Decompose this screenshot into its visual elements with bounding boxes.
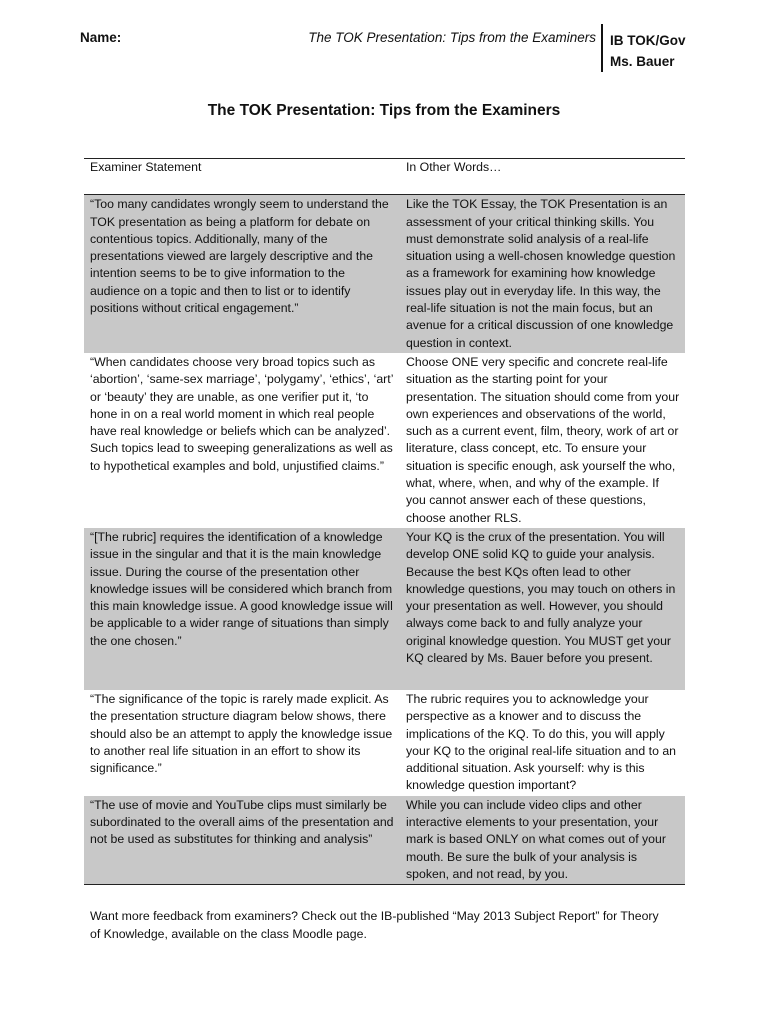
course-block bbox=[610, 30, 686, 72]
tips-table bbox=[84, 158, 685, 885]
column-header-examiner: Examiner Statement bbox=[84, 159, 400, 195]
table-row bbox=[84, 528, 685, 690]
teacher-label: Ms. Bauer bbox=[610, 54, 675, 69]
table-row bbox=[84, 690, 685, 796]
table-row bbox=[84, 353, 685, 528]
page-header bbox=[80, 24, 700, 74]
footer-note: Want more feedback from examiners? Check out the IB-published “May 2013 Subject Report” for Theory of Knowledge, available on the class Moodle page. bbox=[90, 909, 659, 941]
header-divider bbox=[601, 24, 603, 72]
table-row bbox=[84, 195, 685, 353]
header-document-title: The TOK Presentation: Tips from the Examiners bbox=[308, 30, 596, 45]
other-words-text: Like the TOK Essay, the TOK Presentation is an assessment of your critical thinking skills. You must demonstrate solid analysis of a real-life situation using a well-chosen knowledge question as a framework for examining how knowledge issues play out in everyday life. In this way, the real-life situation is not the main focus, but an avenue for a critical discussion of one knowledge question in context. bbox=[400, 195, 685, 353]
other-words-text: While you can include video clips and other interactive elements to your presentation, your mark is based ONLY on what comes out of your mouth. Be sure the bulk of your analysis is spoken, and not read, by you. bbox=[400, 796, 685, 885]
examiner-statement: “The significance of the topic is rarely made explicit. As the presentation structure diagram below shows, there should also be an attempt to apply the knowledge issue to another real life situation in an effort to show its significance.” bbox=[90, 691, 393, 776]
other-words-text: Your KQ is the crux of the presentation. You will develop ONE solid KQ to guide your analysis. Because the best KQs often lead to other knowledge questions, you may touch on others in your presentation as well. However, you should always come back to and fully analyze your original knowledge question. You MUST get your KQ cleared by Ms. Bauer before you present. bbox=[400, 528, 685, 690]
examiner-statement: “Too many candidates wrongly seem to understand the TOK presentation as being a platform for debate on contentious topics. Additionally, many of the presentations viewed are largely descriptive and the intention seems to be to give information to the audience on a topic and then to list or to identify positions without critical engagement.” bbox=[84, 195, 400, 353]
other-words-text: The rubric requires you to acknowledge your perspective as a knower and to discuss the implications of the KQ. To do this, you will apply your KQ to the original real-life situation and to an additional situation. Ask yourself: why is this knowledge question important? bbox=[406, 691, 677, 793]
examiner-statement: “The use of movie and YouTube clips must similarly be subordinated to the overall aims of the presentation and not be used as substitutes for thinking and analysis” bbox=[84, 796, 400, 885]
other-words-text: Choose ONE very specific and concrete real-life situation as the starting point for your presentation. The situation should come from your own experiences and observations of the world, such as a current event, film, theory, work of art or literature, class concept, etc. To ensure your situation is specific enough, ask yourself the who, what, where, when, and why of the example. If you cannot answer each of these questions, choose another RLS. bbox=[406, 354, 680, 525]
examiner-statement: “[The rubric] requires the identification of a knowledge issue in the singular and that it is the main knowledge issue. During the course of the presentation other knowledge issues will be considered which branch from this main knowledge issue. A good knowledge issue will be applicable to a wider range of situations than simply the one chosen.” bbox=[84, 528, 400, 690]
name-label: Name: bbox=[80, 30, 122, 45]
examiner-statement: “When candidates choose very broad topics such as ‘abortion’, ‘same-sex marriage’, ‘polygamy’, ‘ethics’, ‘art’ or ‘beauty’ they are unable, as one verifier put it, ‘to hone in on a real world moment in which real people have real knowledge or beliefs which can be analyzed’. Such topics lead to sweeping generalizations as well as to hypothetical examples and bold, unjustified claims.” bbox=[90, 354, 393, 473]
table-header-row bbox=[84, 159, 685, 195]
table-row bbox=[84, 796, 685, 885]
column-header-other-words: In Other Words… bbox=[400, 159, 685, 195]
course-label: IB TOK/Gov bbox=[610, 33, 686, 48]
page-title: The TOK Presentation: Tips from the Examiners bbox=[207, 102, 561, 119]
